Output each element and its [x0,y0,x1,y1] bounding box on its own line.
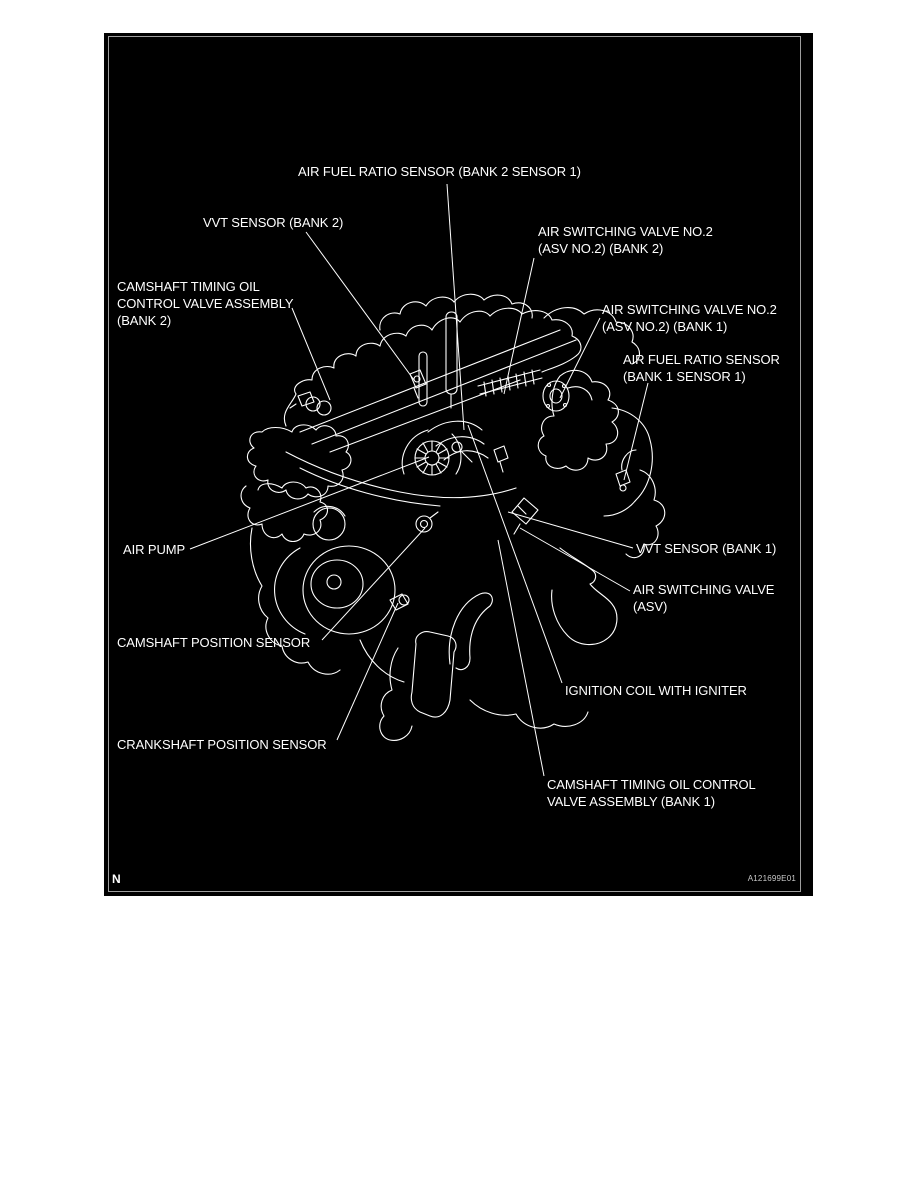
callout-text-line: AIR PUMP [123,542,186,557]
air-fuel-ratio-sensor-bank2-label [298,163,581,180]
crankshaft-position-sensor-leader-line [337,603,398,740]
callout-text-line: VVT SENSOR (BANK 2) [203,215,344,230]
callout-text-line: AIR FUEL RATIO SENSOR (BANK 2 SENSOR 1) [298,164,581,179]
callout-text-line: IGNITION COIL WITH IGNITER [565,683,747,698]
callout-text-line: VVT SENSOR (BANK 1) [636,541,777,556]
callout-text-line: (BANK 2) [117,313,172,328]
air-switching-valve-no2-bank2-label [538,223,713,257]
air-switching-valve-leader-line [520,528,630,591]
callout-text-line: CAMSHAFT TIMING OIL CONTROL [547,777,756,792]
crankshaft-position-sensor-label [117,736,327,753]
callout-text-line: AIR FUEL RATIO SENSOR [623,352,780,367]
callout-text-line: CAMSHAFT TIMING OIL [117,279,260,294]
camshaft-position-sensor-label [117,634,310,651]
camshaft-timing-ocv-bank2-label [117,278,294,329]
figure-orientation-marker: N [112,872,121,886]
callout-text-line: AIR SWITCHING VALVE NO.2 [538,224,713,239]
camshaft-timing-ocv-bank2-leader-line [292,308,330,400]
callout-text-line: (ASV NO.2) (BANK 1) [602,319,728,334]
vvt-sensor-bank1-leader-line [508,512,633,548]
callout-text-line: CONTROL VALVE ASSEMBLY [117,296,294,311]
air-switching-valve-label [633,581,774,615]
callout-text-line: AIR SWITCHING VALVE NO.2 [602,302,777,317]
vvt-sensor-bank2-leader-line [306,232,414,380]
callout-text-line: (BANK 1 SENSOR 1) [623,369,746,384]
callout-text-line: CRANKSHAFT POSITION SENSOR [117,737,327,752]
camshaft-timing-ocv-bank1-leader-line [498,540,544,776]
ignition-coil-with-igniter-label [565,682,747,699]
camshaft-position-sensor-leader-line [322,528,425,640]
air-switching-valve-no2-bank1-leader-line [560,318,600,398]
callout-text-line: (ASV NO.2) (BANK 2) [538,241,664,256]
callout-text-line: AIR SWITCHING VALVE [633,582,775,597]
vvt-sensor-bank2-label [203,214,343,231]
air-fuel-ratio-sensor-bank1-leader-line [624,383,648,480]
air-pump-label [123,541,185,558]
figure-code: A121699E01 [747,874,796,883]
camshaft-timing-ocv-bank1-label [547,776,756,810]
air-switching-valve-no2-bank2-leader-line [504,258,534,394]
air-switching-valve-no2-bank1-label [602,301,777,335]
callout-text-line: (ASV) [633,599,668,614]
air-fuel-ratio-sensor-bank1-label [623,351,780,385]
callout-text-line: CAMSHAFT POSITION SENSOR [117,635,311,650]
callout-text-line: VALVE ASSEMBLY (BANK 1) [547,794,715,809]
vvt-sensor-bank1-label [636,540,776,557]
